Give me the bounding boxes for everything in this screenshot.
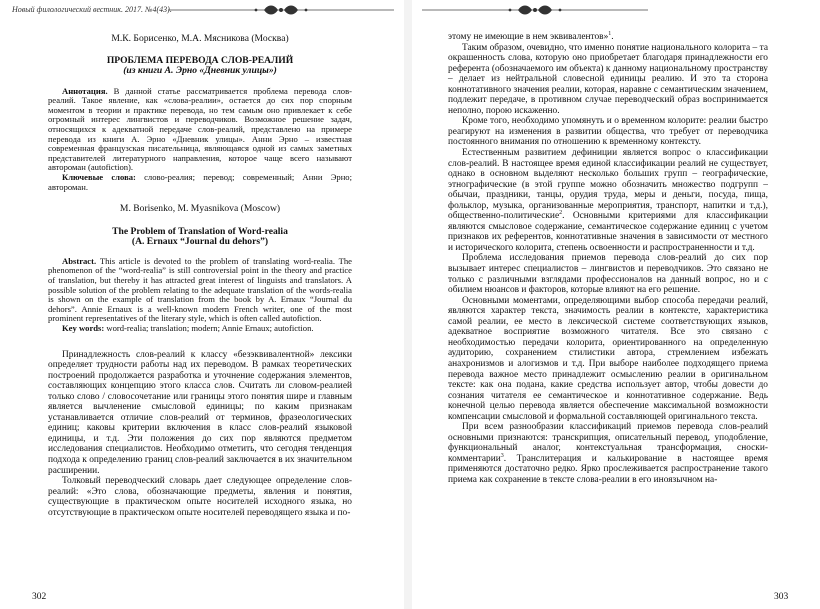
para-text: этому не имеющие в нем эквивалентов» [448,32,609,42]
keywords-ru-label: Ключевые слова: [62,171,136,182]
keywords-en-label: Key words: [62,322,105,333]
page-number-left: 302 [32,592,47,602]
body-paragraph: Принадлежность слов-реалий к классу «безэквивалентной» лексики определяет трудности работы над их переводом. В рамках теоретических построений продолжается разработка и уточнение содержания элементов, составляющих концепцию этого класса слов. Считать ли словом-реалией только слово / словосочетание или границы этого понятия шире и главным является вычленение смысловой единицы; по каким признакам устанавливается отличие слов-реалий от терминов, фразеологических единиц; каковы критерии включения в класс слов-реалий языковой единицы, и т.д. Эти положения до сих пор являются предметом исследования специалистов. Необходимо отметить, что сегодня тенденция подхода к определению границ слов-реалий заключается в их значительном расширении. [48,349,352,476]
abstract-ru-label: Аннотация. [62,85,108,96]
left-page [0,0,404,609]
abstract-en-label: Abstract. [62,255,97,266]
article-title-en: The Problem of Translation of Word-realia [112,225,288,237]
ornament-divider [422,3,648,17]
right-page [412,0,820,609]
footnote-ref: 1 [608,30,612,37]
footnote-ref: 2 [559,210,563,217]
body-paragraph: Кроме того, необходимо упомянуть и о временном колорите: реалии быстро реагируют на изменения в развитии общества, что требует от переводчика постоянного внимания по отношению к временному контексту. [448,116,768,148]
para-text: При всем разнообразии классификаций приемов перевода слов-реалий основными признаются: транскрипция, описательный перевод, уподобление, функциональный аналог, контекстуальная трансформация, сноски-комментарии [448,422,768,464]
keywords-en [48,324,352,334]
para-text: . Транслитерация и калькирование в настоящее время применяются достаточно редко. Ярко прослеживается распространение такого приема как сохранение в тексте слова-реалии в его иноязычном на- [448,453,768,485]
article-subtitle-en: (A. Ernaux “Journal du dehors”) [131,236,269,248]
keywords-ru [48,173,352,192]
page-gutter [404,0,412,609]
abstract-en-text: This article is devoted to the problem of translating word-realia. The phenomenon of the “word-realia” is still controversial point in the theory and practice of translation, but thereby it has attracted great interest of linguists and translators. A possible solution of the problem relating to the adequate translation of the words-realia is shown on the example of translation from the book by A. Ernaux “Journal du dehors”. Annie Ernaux is a well-known modern French writer, one of the most prominent representatives of the literary style, which is often called autofiction. [48,255,352,324]
abstract-en [48,257,352,324]
body-paragraph [448,32,768,43]
keywords-en-text: word-realia; translation; modern; Annie Ernaux; autofiction. [104,322,314,333]
abstract-ru [48,87,352,173]
authors-en: M. Borisenko, M. Myasnikova (Moscow) [119,203,281,215]
page-number-right: 303 [774,592,789,602]
body-paragraph: Толковый переводческий словарь дает следующее определение слов-реалий: «Это слова, обозначающие предметы, явления и понятия, существующие в практическом опыте носителей исходного языка, но отсутствующие в практическом опыте носителей переводящего языка и по- [48,476,352,518]
article-subtitle-ru: (из книги А. Эрно «Дневник улицы») [123,65,277,77]
right-page-text [448,32,768,486]
left-page-text [48,34,352,518]
keywords-ru-text: слово-реалия; перевод; современный; Анни Эрно; автороман. [48,171,352,192]
body-paragraph [448,422,768,485]
ornament-divider [168,3,394,17]
body-paragraph [448,148,768,253]
para-text: Естественным развитием дефиниции является вопрос о классификации слов-реалий. В настоящее время единой классификации реалий не существует, однако в основном выделяют несколько больших групп – географические, этнографические (в этой группе можно обозначить множество подгрупп – обычаи, праздники, танцы, орудия труда, меры и деньги, посуда, пища, фольклор, музыка, организованные мероприятия, транспорт, напитки и т.д.), общественно-политические [448,148,768,222]
para-text: . [611,32,614,42]
abstract-ru-text: В данной статье рассматривается проблема перевода слов-реалий. Такое явление, как «слова-реалии», остается до сих пор спорным моментом в теории и практике перевода, но тем самым оно привлекает к себе огромный интерес лингвистов и переводчиков. Возможное решение задач, относящихся к адекватной передаче слов-реалий, представлено на примере перевода из книги А. Эрно «Дневник улицы». Анни Эрно – известная современная французская писательница, являющаяся одной из самых заметных представителей литературного направления, которое чаще всего называют автороман (autofiction). [48,85,352,173]
journal-header: Новый филологический вестник. 2017. №4(43). [12,5,172,14]
footnote-ref: 3 [500,452,504,459]
body-paragraph: Проблема исследования приемов перевода слов-реалий до сих пор вызывает интерес специалистов – лингвистов и переводчиков. Это связано не только с различными взглядами профессионалов на данный вопрос, но и с обилием нюансов и факторов, которые влияют на его решение. [448,253,768,296]
para-text: . Основными критериями для классификации являются смысловое содержание, семантическое содержание единиц с учетом признаков их референтов, коннотативные значения в зависимости от местного и исторического колорита, степень освоенности и распространенности и т.д. [448,211,768,253]
body-paragraph: Основными моментами, определяющими выбор способа передачи реалий, являются характер текста, значимость реалии в контексте, характеристика самой реалии, ее место в лексической системе соответствующих языков, адекватное восприятие возможного читателя. Все это связано с необходимостью передачи колорита, ориентированного на определенную аудиторию, сохранением стилистики автора, стремлением избежать анахронизмов и алогизмов и т.д. При выборе наиболее подходящего приема перевода важное место принадлежит осмыслению реалии в оригинальном тексте: как она подана, какие средства использует автор, чтобы довести до сознания читателя ее семантическое и коннотативное содержание. Ведь конечной целью перевода является обеспечение максимальной возможности компенсации смысловой и формальной составляющей оригинального текста. [448,295,768,422]
article-title-ru: ПРОБЛЕМА ПЕРЕВОДА СЛОВ-РЕАЛИЙ [106,54,294,66]
authors-ru: М.К. Борисенко, М.А. Мясникова (Москва) [111,33,289,44]
body-paragraph: Таким образом, очевидно, что именно понятие национального колорита – та окрашенность слова, которую оно приобретает благодаря принадлежности его референта (обозначаемого им объекта) к данному национальному пространству – делает из нейтральной словесной единицы реалию. И это та сторона коннотативного значения реалии, которая, наравне с семантическим значением, подлежит передаче, в противном случае переводческий образ воспринимается неполно, порою искаженно. [448,42,768,116]
